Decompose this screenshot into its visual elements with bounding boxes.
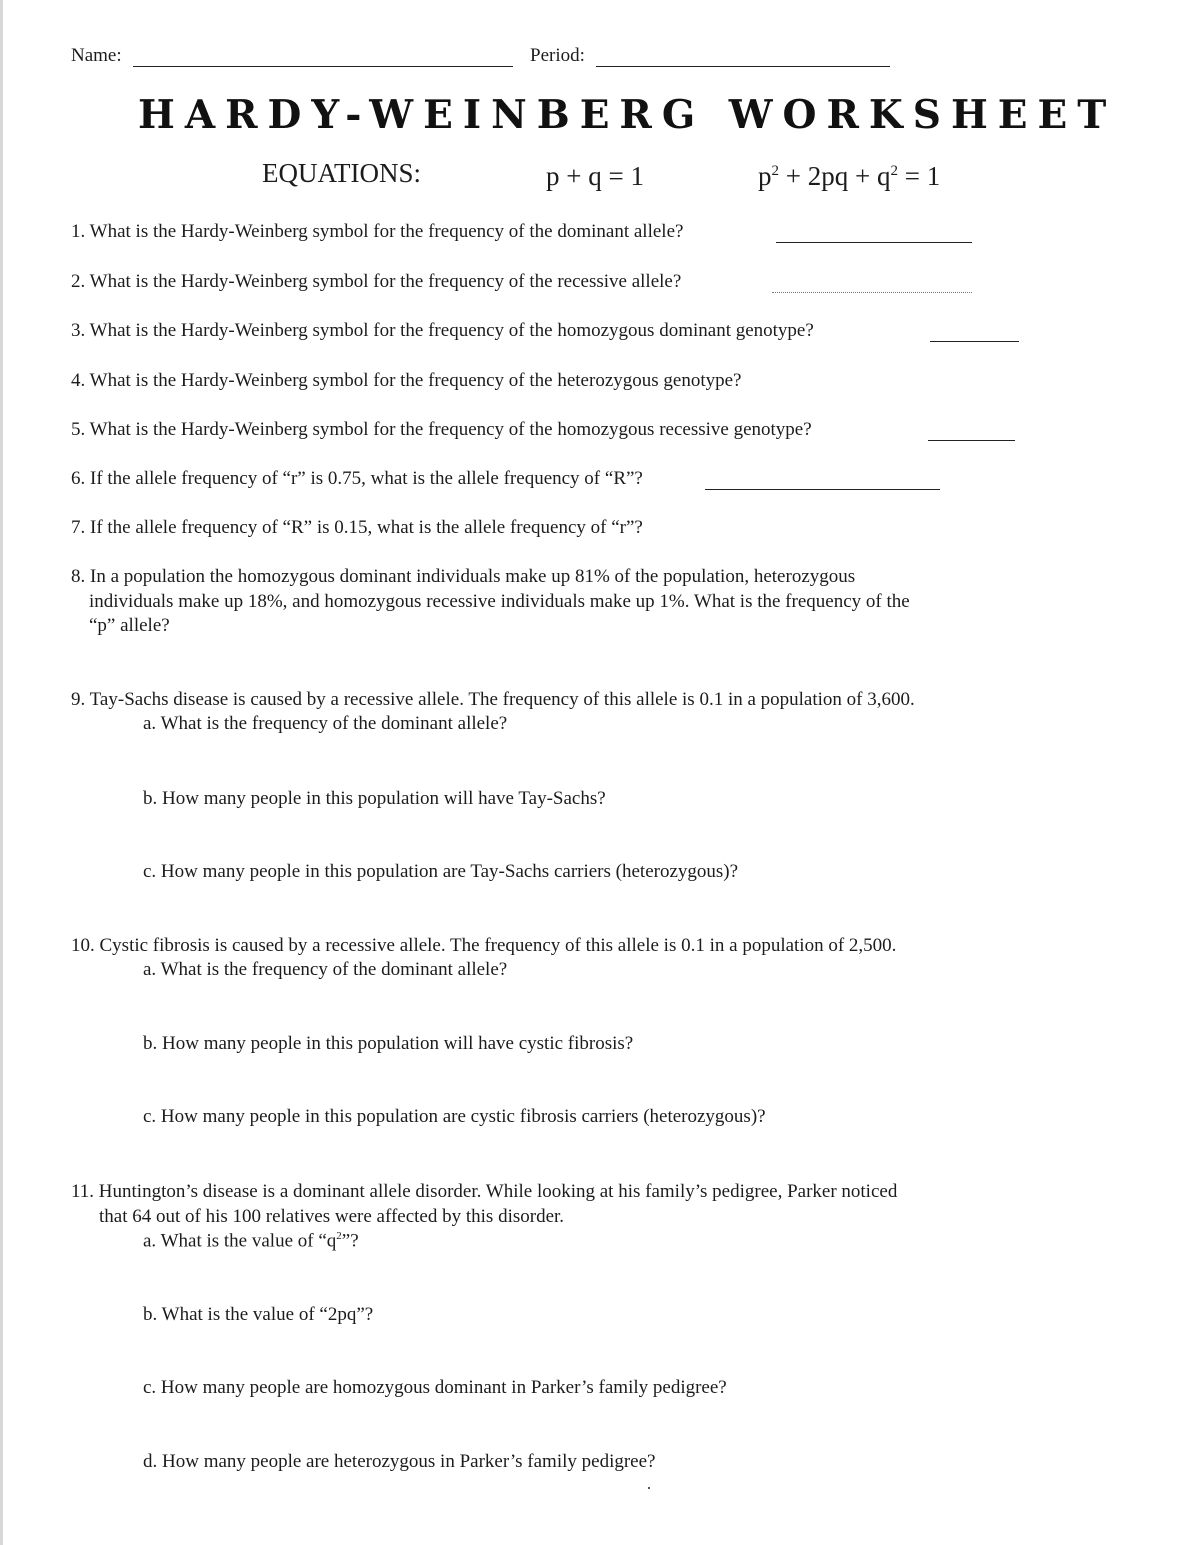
name-field[interactable] xyxy=(133,66,513,67)
name-label: Name: xyxy=(71,45,122,66)
answer-6-field[interactable] xyxy=(705,489,940,490)
question-11a: a. What is the value of “$q^2$”? xyxy=(143,1230,359,1252)
equation-allele-sum: p + q = 1 xyxy=(546,161,644,191)
equation-genotype-sum: $p^2 + 2pq + q^2 = 1$ xyxy=(758,161,941,191)
question-11c: c. How many people are homozygous dominant in Parker’s family pedigree? xyxy=(143,1377,727,1398)
period-label: Period: xyxy=(530,45,585,66)
question-8-line-1: 8. In a population the homozygous dominant individuals make up 81% of the population, heterozygous xyxy=(71,566,856,587)
question-1: 1. What is the Hardy-Weinberg symbol for the frequency of the dominant allele? xyxy=(71,221,684,242)
answer-5-field[interactable] xyxy=(928,440,1015,441)
question-9: 9. Tay-Sachs disease is caused by a recessive allele. The frequency of this allele is 0.1 in a population of 3,600. xyxy=(71,689,915,710)
page-title: HARDY-WEINBERG WORKSHEET xyxy=(138,92,1117,138)
question-10c: c. How many people in this population are cystic fibrosis carriers (heterozygous)? xyxy=(143,1106,766,1127)
question-8-line-3: “p” allele? xyxy=(89,615,170,636)
question-4: 4. What is the Hardy-Weinberg symbol for the frequency of the heterozygous genotype? xyxy=(71,370,742,391)
answer-3-field[interactable] xyxy=(930,341,1019,342)
scan-edge xyxy=(0,0,3,1545)
period-field[interactable] xyxy=(596,66,890,67)
question-8-line-2: individuals make up 18%, and homozygous recessive individuals make up 1%. What is the frequency of the xyxy=(89,591,910,612)
answer-2-field[interactable] xyxy=(772,292,972,293)
question-5: 5. What is the Hardy-Weinberg symbol for the frequency of the homozygous recessive genotype? xyxy=(71,419,812,440)
question-10a: a. What is the frequency of the dominant allele? xyxy=(143,959,508,980)
question-3: 3. What is the Hardy-Weinberg symbol for the frequency of the homozygous dominant genotype? xyxy=(71,320,814,341)
question-10b: b. How many people in this population will have cystic fibrosis? xyxy=(143,1033,634,1054)
question-11d: d. How many people are heterozygous in Parker’s family pedigree? xyxy=(143,1451,656,1472)
equations-label: EQUATIONS: xyxy=(262,158,421,188)
question-9c: c. How many people in this population are Tay-Sachs carriers (heterozygous)? xyxy=(143,861,739,882)
question-9b: b. How many people in this population will have Tay-Sachs? xyxy=(143,788,606,809)
question-9a: a. What is the frequency of the dominant allele? xyxy=(143,713,508,734)
question-11-line-1: 11. Huntington’s disease is a dominant allele disorder. While looking at his family’s pedigree, Parker noticed xyxy=(71,1181,898,1202)
scan-speck xyxy=(648,1487,650,1489)
question-6: 6. If the allele frequency of “r” is 0.75, what is the allele frequency of “R”? xyxy=(71,468,643,489)
question-11-line-2: that 64 out of his 100 relatives were affected by this disorder. xyxy=(99,1206,565,1227)
question-2: 2. What is the Hardy-Weinberg symbol for the frequency of the recessive allele? xyxy=(71,271,682,292)
question-11b: b. What is the value of “2pq”? xyxy=(143,1304,374,1325)
question-10: 10. Cystic fibrosis is caused by a recessive allele. The frequency of this allele is 0.1 in a population of 2,500. xyxy=(71,935,897,956)
question-7: 7. If the allele frequency of “R” is 0.15, what is the allele frequency of “r”? xyxy=(71,517,643,538)
answer-1-field[interactable] xyxy=(776,242,972,243)
